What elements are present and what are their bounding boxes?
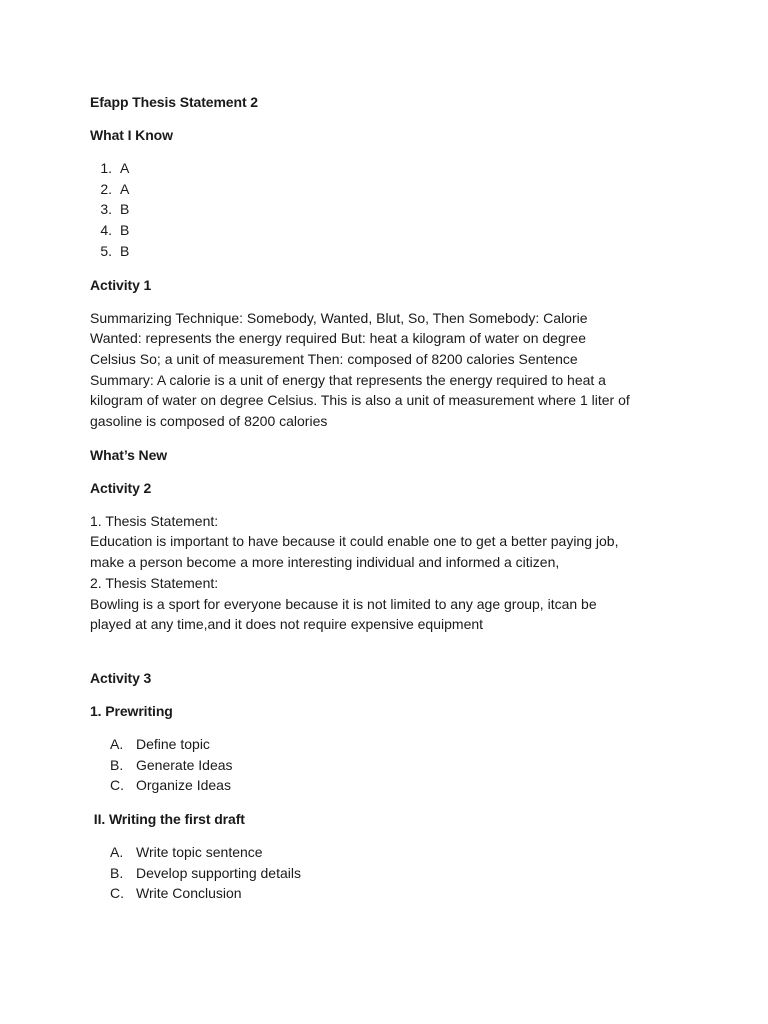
section-heading-what-i-know: What I Know — [90, 127, 173, 143]
paragraph-line: Education is important to have because it could enable one to get a better paying job, — [90, 533, 619, 550]
list-item: 2. A — [100, 180, 130, 197]
document-title: Efapp Thesis Statement 2 — [90, 94, 258, 110]
list-item: A. Define topic — [110, 735, 210, 752]
paragraph-line: gasoline is composed of 8200 calories — [90, 413, 328, 430]
paragraph-line: kilogram of water on degree Celsius. This is also a unit of measurement where 1 liter of — [90, 392, 630, 409]
list-item: 5. B — [100, 242, 130, 259]
list-item: 4. B — [100, 222, 130, 239]
paragraph-line: 2. Thesis Statement: — [90, 574, 219, 591]
paragraph-line: Summary: A calorie is a unit of energy that represents the energy required to heat a — [90, 371, 606, 388]
section-heading-activity-2: Activity 2 — [90, 479, 152, 496]
paragraph-line: Bowling is a sport for everyone because it is not limited to any age group, itcan be — [90, 595, 597, 612]
paragraph-line: 1. Thesis Statement: — [90, 512, 219, 529]
paragraph-line: played at any time,and it does not require expensive equipment — [90, 616, 484, 633]
list-item: 1. A — [100, 160, 130, 176]
list-item: B. Generate Ideas — [110, 756, 233, 773]
subheading-first-draft: II. Writing the first draft — [90, 811, 245, 828]
list-item: C. Organize Ideas — [110, 777, 231, 794]
section-heading-activity-3: Activity 3 — [90, 669, 152, 686]
paragraph-line: make a person become a more interesting individual and informed a citizen, — [90, 554, 560, 571]
list-item: 3. B — [100, 201, 130, 218]
list-item: A. Write topic sentence — [110, 844, 263, 861]
list-item: C. Write Conclusion — [110, 885, 242, 902]
paragraph-line: Wanted: represents the energy required But: heat a kilogram of water on degree — [90, 330, 586, 347]
answers-list — [90, 158, 690, 262]
section-heading-whats-new: What’s New — [90, 446, 168, 463]
paragraph-line: Summarizing Technique: Somebody, Wanted, Blut, So, Then Somebody: Calorie — [90, 309, 588, 326]
prewriting-list — [110, 734, 690, 796]
document-page — [90, 92, 690, 904]
activity-1-paragraph — [90, 308, 690, 432]
subheading-prewriting: 1. Prewriting — [90, 702, 173, 719]
list-item: B. Develop supporting details — [110, 864, 301, 881]
first-draft-list — [110, 842, 690, 904]
paragraph-line: Celsius So; a unit of measurement Then: composed of 8200 calories Sentence — [90, 350, 578, 367]
section-heading-activity-1: Activity 1 — [90, 276, 152, 293]
activity-2-paragraph — [90, 511, 690, 635]
